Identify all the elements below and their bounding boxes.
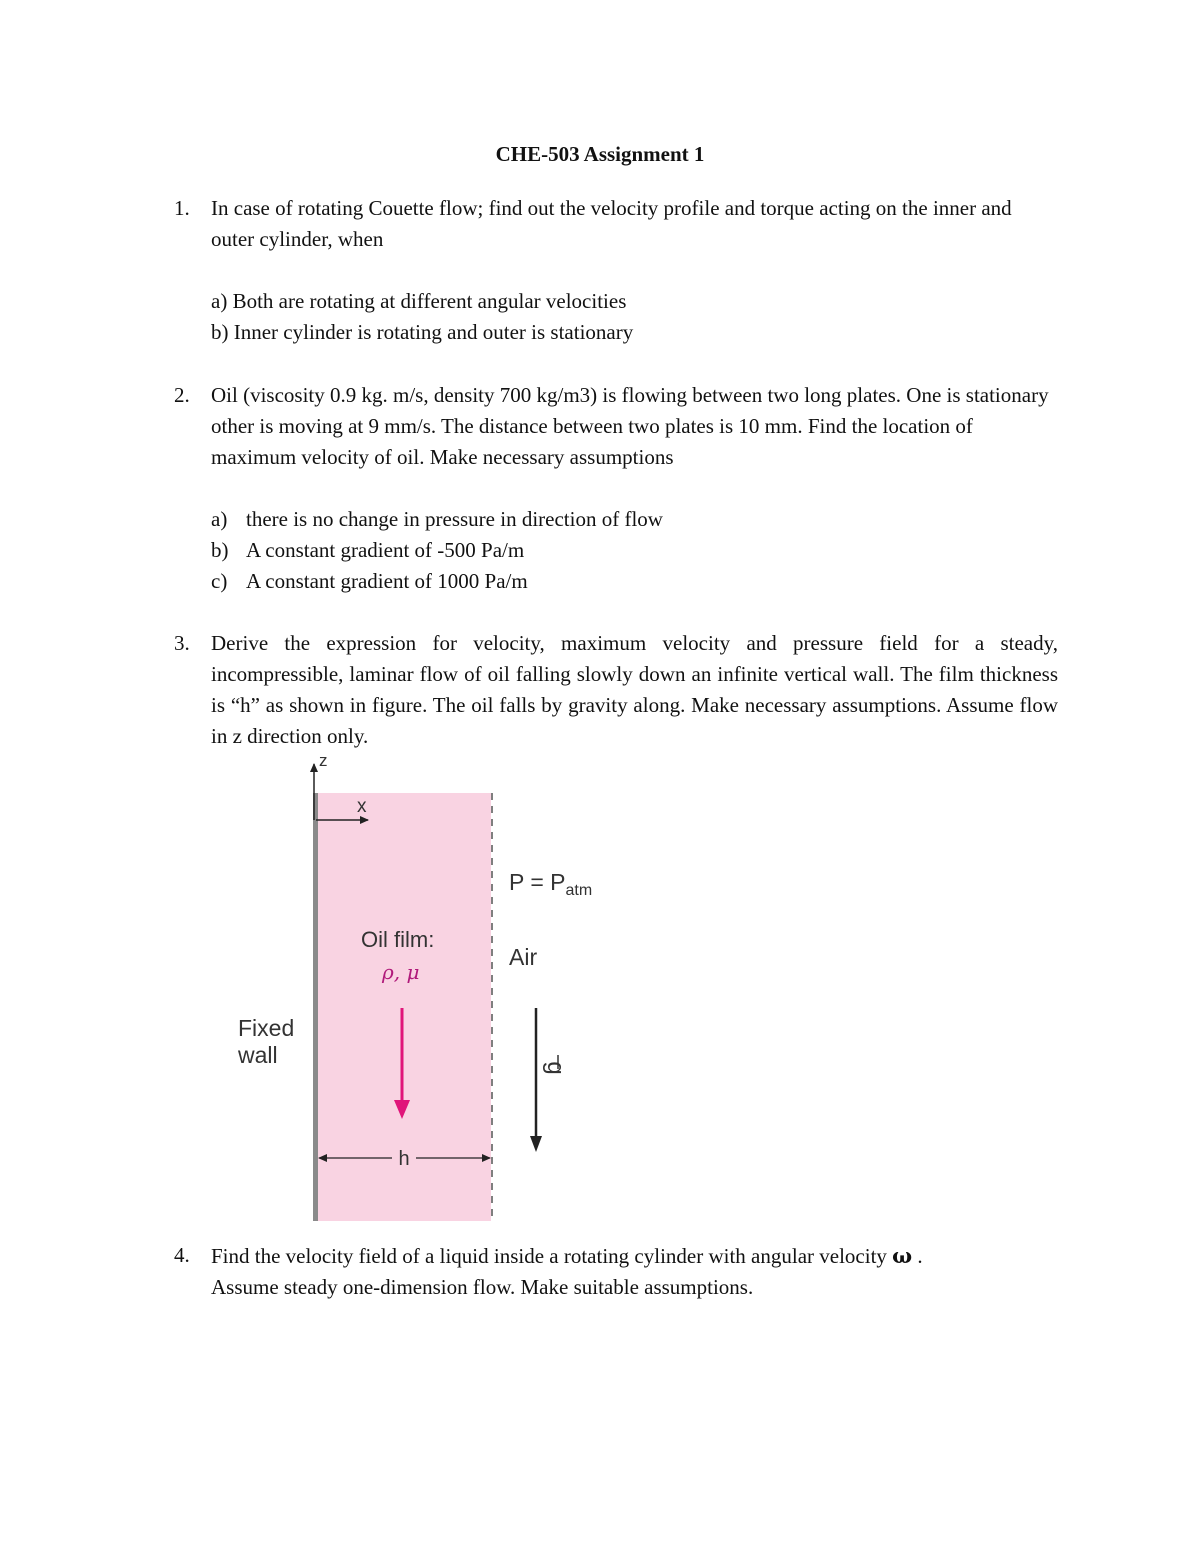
air-label: Air (509, 944, 538, 970)
option-label: a) (211, 507, 228, 531)
x-axis-label: x (357, 796, 367, 817)
question-text: Find the velocity field of a liquid inside a rotating cylinder with angular velocity (211, 1244, 887, 1268)
option-a: a) Both are rotating at different angular velocities (211, 289, 627, 313)
question-3 (174, 628, 1058, 752)
question-1 (174, 193, 1058, 348)
fixed-wall-label: Fixed wall (238, 1015, 295, 1068)
question-text: Oil (viscosity 0.9 kg. m/s, density 700 kg/m3) is flowing between two long plates. One is stationary other is moving at 9 mm/s. The distance between two plates is 10 mm. Find the location of maximum velocity of oil. Make necessary assumptions (211, 383, 1049, 469)
question-4 (174, 1240, 1058, 1303)
option-text: A constant gradient of 1000 Pa/m (246, 569, 528, 593)
thickness-label: h (398, 1148, 410, 1170)
option-b (211, 535, 1058, 566)
question-text-line-1 (211, 1240, 1058, 1272)
question-text-line-2: Assume steady one-dimension flow. Make suitable assumptions. (211, 1275, 754, 1299)
question-number: 4. (174, 1243, 190, 1267)
option-text: there is no change in pressure in direction of flow (246, 507, 663, 531)
option-label: c) (211, 569, 228, 593)
oil-film-figure (230, 750, 610, 1225)
pressure-label: $P = P_{atm}$ (509, 869, 593, 899)
document-title: CHE-503 Assignment 1 (495, 142, 705, 166)
fixed-wall (313, 793, 318, 1221)
period: . (917, 1244, 923, 1268)
question-text: Derive the expression for velocity, maximum velocity and pressure field for a steady, incompressible, laminar flow of oil falling slowly down an infinite vertical wall. The film thickness is “h” as shown in figure. The oil falls by gravity along. Make necessary assumptions. Assume flow in z direction only. (211, 631, 1058, 748)
option-b: b) Inner cylinder is rotating and outer is stationary (211, 320, 634, 344)
option-c (211, 566, 1058, 597)
question-number: 2. (174, 383, 190, 407)
question-text: In case of rotating Couette flow; find out the velocity profile and torque acting on the inner and outer cylinder, when (211, 196, 1012, 251)
question-number: 3. (174, 631, 190, 655)
oil-film-label: Oil film: (361, 927, 435, 952)
question-2 (174, 380, 1058, 597)
option-a (211, 504, 1058, 535)
omega-symbol: ω (892, 1243, 913, 1268)
z-axis-label: z (319, 751, 328, 770)
option-text: A constant gradient of -500 Pa/m (246, 538, 525, 562)
question-number: 1. (174, 196, 190, 220)
option-label: b) (211, 538, 229, 562)
oil-film-properties: ρ, μ (382, 960, 420, 984)
gravity-label: g (542, 1061, 569, 1075)
gravity-arrowhead (530, 1136, 542, 1152)
